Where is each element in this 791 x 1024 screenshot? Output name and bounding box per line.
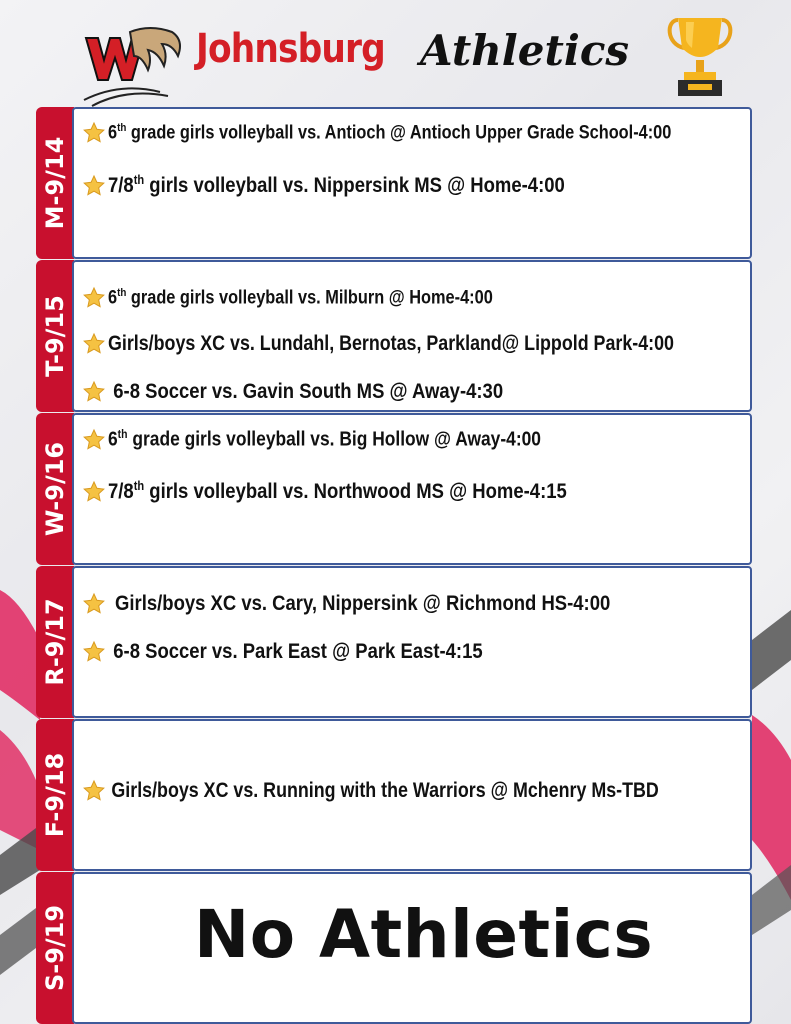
event-item: 7/8th girls volleyball vs. Nippersink MS @ Home-4:00 <box>82 173 627 198</box>
day-tab <box>36 107 74 259</box>
event-box <box>72 260 752 412</box>
skyhawks-w-logo-icon <box>80 22 185 107</box>
star-icon <box>82 380 106 404</box>
day-tab <box>36 719 74 871</box>
day-label: F-9/18 <box>41 752 69 838</box>
star-icon <box>82 174 106 198</box>
day-label: W-9/16 <box>41 441 69 537</box>
brand-word: Athletics <box>420 26 630 75</box>
no-athletics-text: No Athletics <box>194 896 654 973</box>
event-item: 6th grade girls volleyball vs. Big Hollow @ Away-4:00 <box>82 427 606 452</box>
day-row <box>36 413 752 565</box>
star-icon <box>82 640 106 664</box>
day-row <box>36 872 752 1024</box>
event-item: Girls/boys XC vs. Running with the Warriors @ Mchenry Ms-TBD <box>82 779 756 803</box>
star-icon <box>82 332 106 356</box>
event-item: 6th grade girls volleyball vs. Antioch @ Antioch Upper Grade School-4:00 <box>82 121 763 145</box>
header <box>0 0 791 105</box>
event-item: Girls/boys XC vs. Lundahl, Bernotas, Parkland@ Lippold Park-4:00 <box>82 332 774 356</box>
day-row <box>36 107 752 259</box>
star-icon <box>82 779 106 803</box>
day-label: T-9/15 <box>41 295 69 377</box>
day-tab <box>36 872 74 1024</box>
day-label: R-9/17 <box>41 598 69 686</box>
star-icon <box>82 121 106 145</box>
star-icon <box>82 592 106 616</box>
day-label: M-9/14 <box>41 136 69 230</box>
event-box <box>72 107 752 259</box>
star-icon <box>82 286 106 310</box>
event-item: 6-8 Soccer vs. Park East @ Park East-4:15 <box>82 640 534 664</box>
day-row <box>36 566 752 718</box>
event-item: 7/8th girls volleyball vs. Northwood MS @ Home-4:15 <box>82 479 629 504</box>
day-tab <box>36 566 74 718</box>
event-box <box>72 566 752 718</box>
event-item: 6-8 Soccer vs. Gavin South MS @ Away-4:30 <box>82 380 557 404</box>
brand-name: Johnsburg <box>196 26 385 72</box>
event-box <box>72 413 752 565</box>
day-tab <box>36 260 74 412</box>
event-box <box>72 872 752 1024</box>
star-icon <box>82 480 106 504</box>
trophy-icon <box>664 14 736 98</box>
event-item: Girls/boys XC vs. Cary, Nippersink @ Richmond HS-4:00 <box>82 592 679 616</box>
day-tab <box>36 413 74 565</box>
day-row <box>36 260 752 412</box>
day-row <box>36 719 752 871</box>
star-icon <box>82 428 106 452</box>
event-item: 6th grade girls volleyball vs. Milburn @ Home-4:00 <box>82 286 555 310</box>
event-box <box>72 719 752 871</box>
day-label: S-9/19 <box>41 904 69 992</box>
